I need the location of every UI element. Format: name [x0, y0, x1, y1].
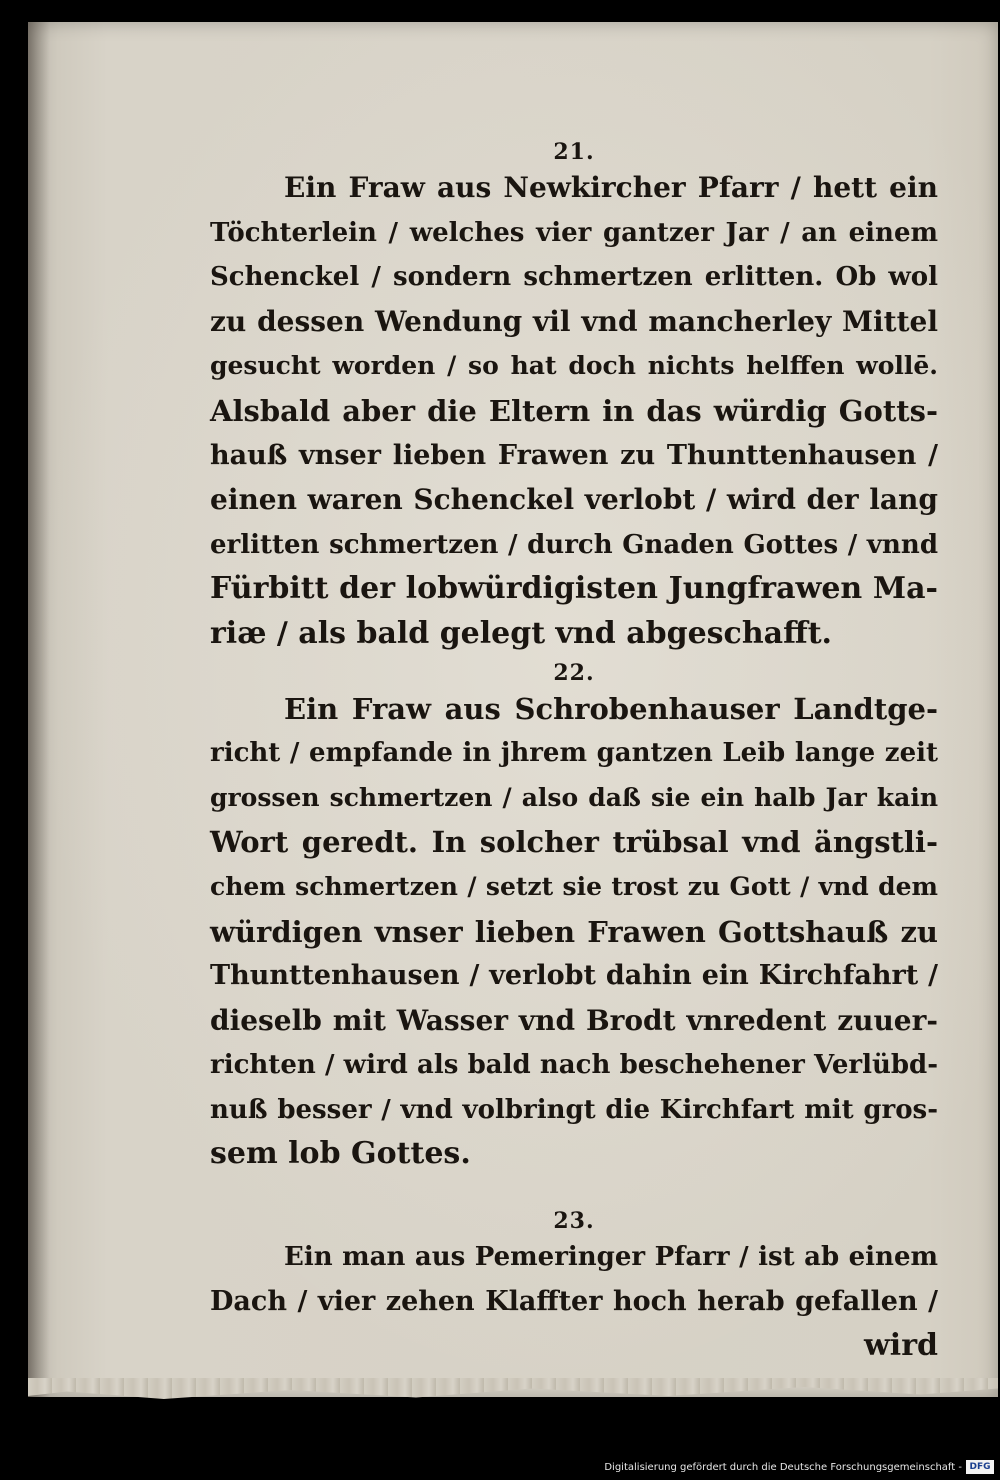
catchword: wird — [863, 1328, 938, 1364]
text-line: erlitten schmertzen / durch Gnaden Gottes / vnnd — [210, 529, 938, 560]
page-text — [210, 138, 938, 1369]
text-line: nuß besser / vnd volbringt die Kirchfart mit gros- — [210, 1094, 938, 1125]
text-line: Dach / vier zehen Klaffter hoch herab gefallen / — [210, 1285, 938, 1317]
text-line: Schenckel / sondern schmertzen erlitten. Ob wol — [210, 262, 938, 293]
funding-credit: Digitalisierung gefördert durch die Deutsche Forschungsgemeinschaft - — [604, 1462, 962, 1473]
text-line: hauß vnser lieben Frawen zu Thunttenhausen / — [210, 439, 938, 471]
paragraph-number: 22. — [553, 659, 595, 686]
text-line: richt / empfande in jhrem gantzen Leib lange zeit — [210, 738, 938, 769]
text-line: würdigen vnser lieben Frawen Gottshauß zu — [210, 914, 938, 949]
text-line: Ein man aus Pemeringer Pfarr / ist ab einem — [284, 1242, 938, 1273]
text-line: Ein Fraw aus Newkircher Pfarr / hett ein — [284, 171, 938, 204]
text-line: Wort geredt. In solcher trübsal vnd ängstli- — [210, 825, 938, 860]
text-line: Fürbitt der lobwürdigisten Jungfrawen Ma- — [210, 571, 938, 607]
dfg-logo: DFG — [966, 1460, 994, 1474]
footer-bar — [0, 1456, 1000, 1480]
text-line: Töchterlein / welches vier gantzer Jar / an einem — [210, 217, 938, 248]
text-line: chem schmertzen / setzt sie trost zu Gott / vnd dem — [210, 871, 938, 901]
text-line: grossen schmertzen / also daß sie ein halb Jar kain — [210, 782, 938, 812]
text-line: Alsbald aber die Eltern in das würdig Gotts- — [210, 393, 938, 428]
text-line: Ein Fraw aus Schrobenhauser Landtge- — [284, 691, 938, 726]
paragraph-number: 21. — [553, 139, 595, 165]
text-line: gesucht worden / so hat doch nichts helffen wollē. — [210, 351, 938, 381]
text-line: einen waren Schenckel verlobt / wird der lang — [210, 483, 938, 517]
text-line: riæ / als bald gelegt vnd abgeschafft. — [210, 615, 833, 651]
text-line: zu dessen Wendung vil vnd mancherley Mittel — [210, 304, 938, 338]
text-line: richten / wird als bald nach beschehener Verlübd- — [210, 1050, 938, 1081]
spine-shadow — [28, 22, 50, 1397]
text-line: Thunttenhausen / verlobt dahin ein Kirchfahrt / — [210, 960, 938, 992]
text-line: sem lob Gottes. — [210, 1136, 471, 1172]
text-line: dieselb mit Wasser vnd Brodt vnredent zuuer- — [210, 1003, 938, 1037]
paragraph-number: 23. — [553, 1208, 595, 1235]
